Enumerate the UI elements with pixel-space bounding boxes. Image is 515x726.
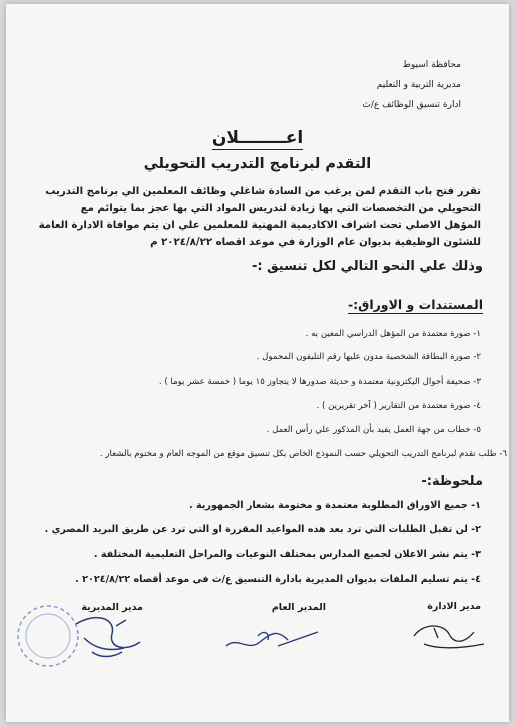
department-label: ادارة تنسيق الوظائف ع/ث (362, 100, 461, 110)
intro-line-1: تقرر فتح باب التقدم لمن يرغب من السادة شاغلي وظائف المعلمين الي برنامج التدريب (45, 186, 481, 197)
admin-manager-label: مدير الادارة (427, 601, 481, 612)
announcement-subtitle: التقدم لبرنامج التدريب التحويلي (143, 156, 372, 172)
announcement-title (6, 128, 509, 148)
intro-line-2: التحويلي من التخصصات التي بها زيادة لتدريس المواد التي بها عجز بما يتوائم مع (80, 203, 481, 214)
governorate-label: محافظة اسيوط (402, 60, 461, 70)
documents-heading-text: المستندات و الاوراق:- (347, 297, 483, 312)
intro-line-3: المؤهل الاصلي تحت اشراف الاكاديمية المهنية للمعلمين علي ان يتم موافاة الادارة العامة (38, 220, 481, 231)
document-item-3: ٣- صحيفة أحوال اليكترونية معتمدة و حديثة صدورها لا يتجاوز ١٥ يوما ( خمسة عشر يوما ) . (158, 377, 481, 387)
note-item-1: ١- جميع الاوراق المطلوبة معتمدة و مختومة بشعار الجمهورية . (188, 500, 481, 511)
note-item-2: ٢- لن تقبل الطلبات التي ترد بعد هذه المواعيد المقررة او التي ترد عن طريق البريد المصري . (44, 524, 481, 535)
document-item-5: ٥- خطاب من جهة العمل يفيد بأن المذكور علي رأس العمل . (266, 425, 481, 435)
admin-manager-signature (404, 614, 494, 664)
general-manager-signature (218, 616, 328, 666)
intro-line-4: للشئون الوظيفية بديوان عام الوزارة في موعد اقصاه ٢٠٢٤/٨/٢٢ م (150, 237, 481, 248)
directorate-manager-label: مدير المديرية (81, 602, 143, 613)
document-page (6, 4, 509, 722)
coordination-line: وذلك علي النحو التالي لكل تنسيق :- (251, 259, 483, 274)
directorate-label: مديرية التربية و التعليم (376, 80, 461, 90)
announcement-title-text: اعــــــــلان (211, 128, 304, 148)
document-item-6: ٦- طلب تقدم لبرنامج التدريب التحويلي حسب النموذج الخاص بكل تنسيق موقع من الموجه العام و مختوم بالشعار . (99, 449, 507, 459)
document-item-1: ١- صورة معتمدة من المؤهل الدراسي المعين به . (305, 329, 481, 339)
general-manager-label: المدير العام (271, 602, 326, 613)
document-item-2: ٢- صورة البطاقة الشخصية مدون عليها رقم التليفون المحمول . (256, 352, 481, 362)
notes-heading: ملحوظة:- (421, 474, 483, 489)
note-item-4: ٤- يتم تسليم الملفات بديوان المديرية بادارة التنسيق ع/ث في موعد أقصاه ٢٠٢٤/٨/٢٢ . (75, 574, 481, 585)
documents-heading (348, 297, 483, 312)
note-item-3: ٣- يتم نشر الاعلان لجميع المدارس بمختلف النوعيات والمراحل التعليمية المختلفة . (93, 549, 481, 560)
document-item-4: ٤- صورة معتمدة من التقارير ( آخر تقريرين ) . (316, 401, 481, 411)
official-stamp (8, 596, 88, 676)
